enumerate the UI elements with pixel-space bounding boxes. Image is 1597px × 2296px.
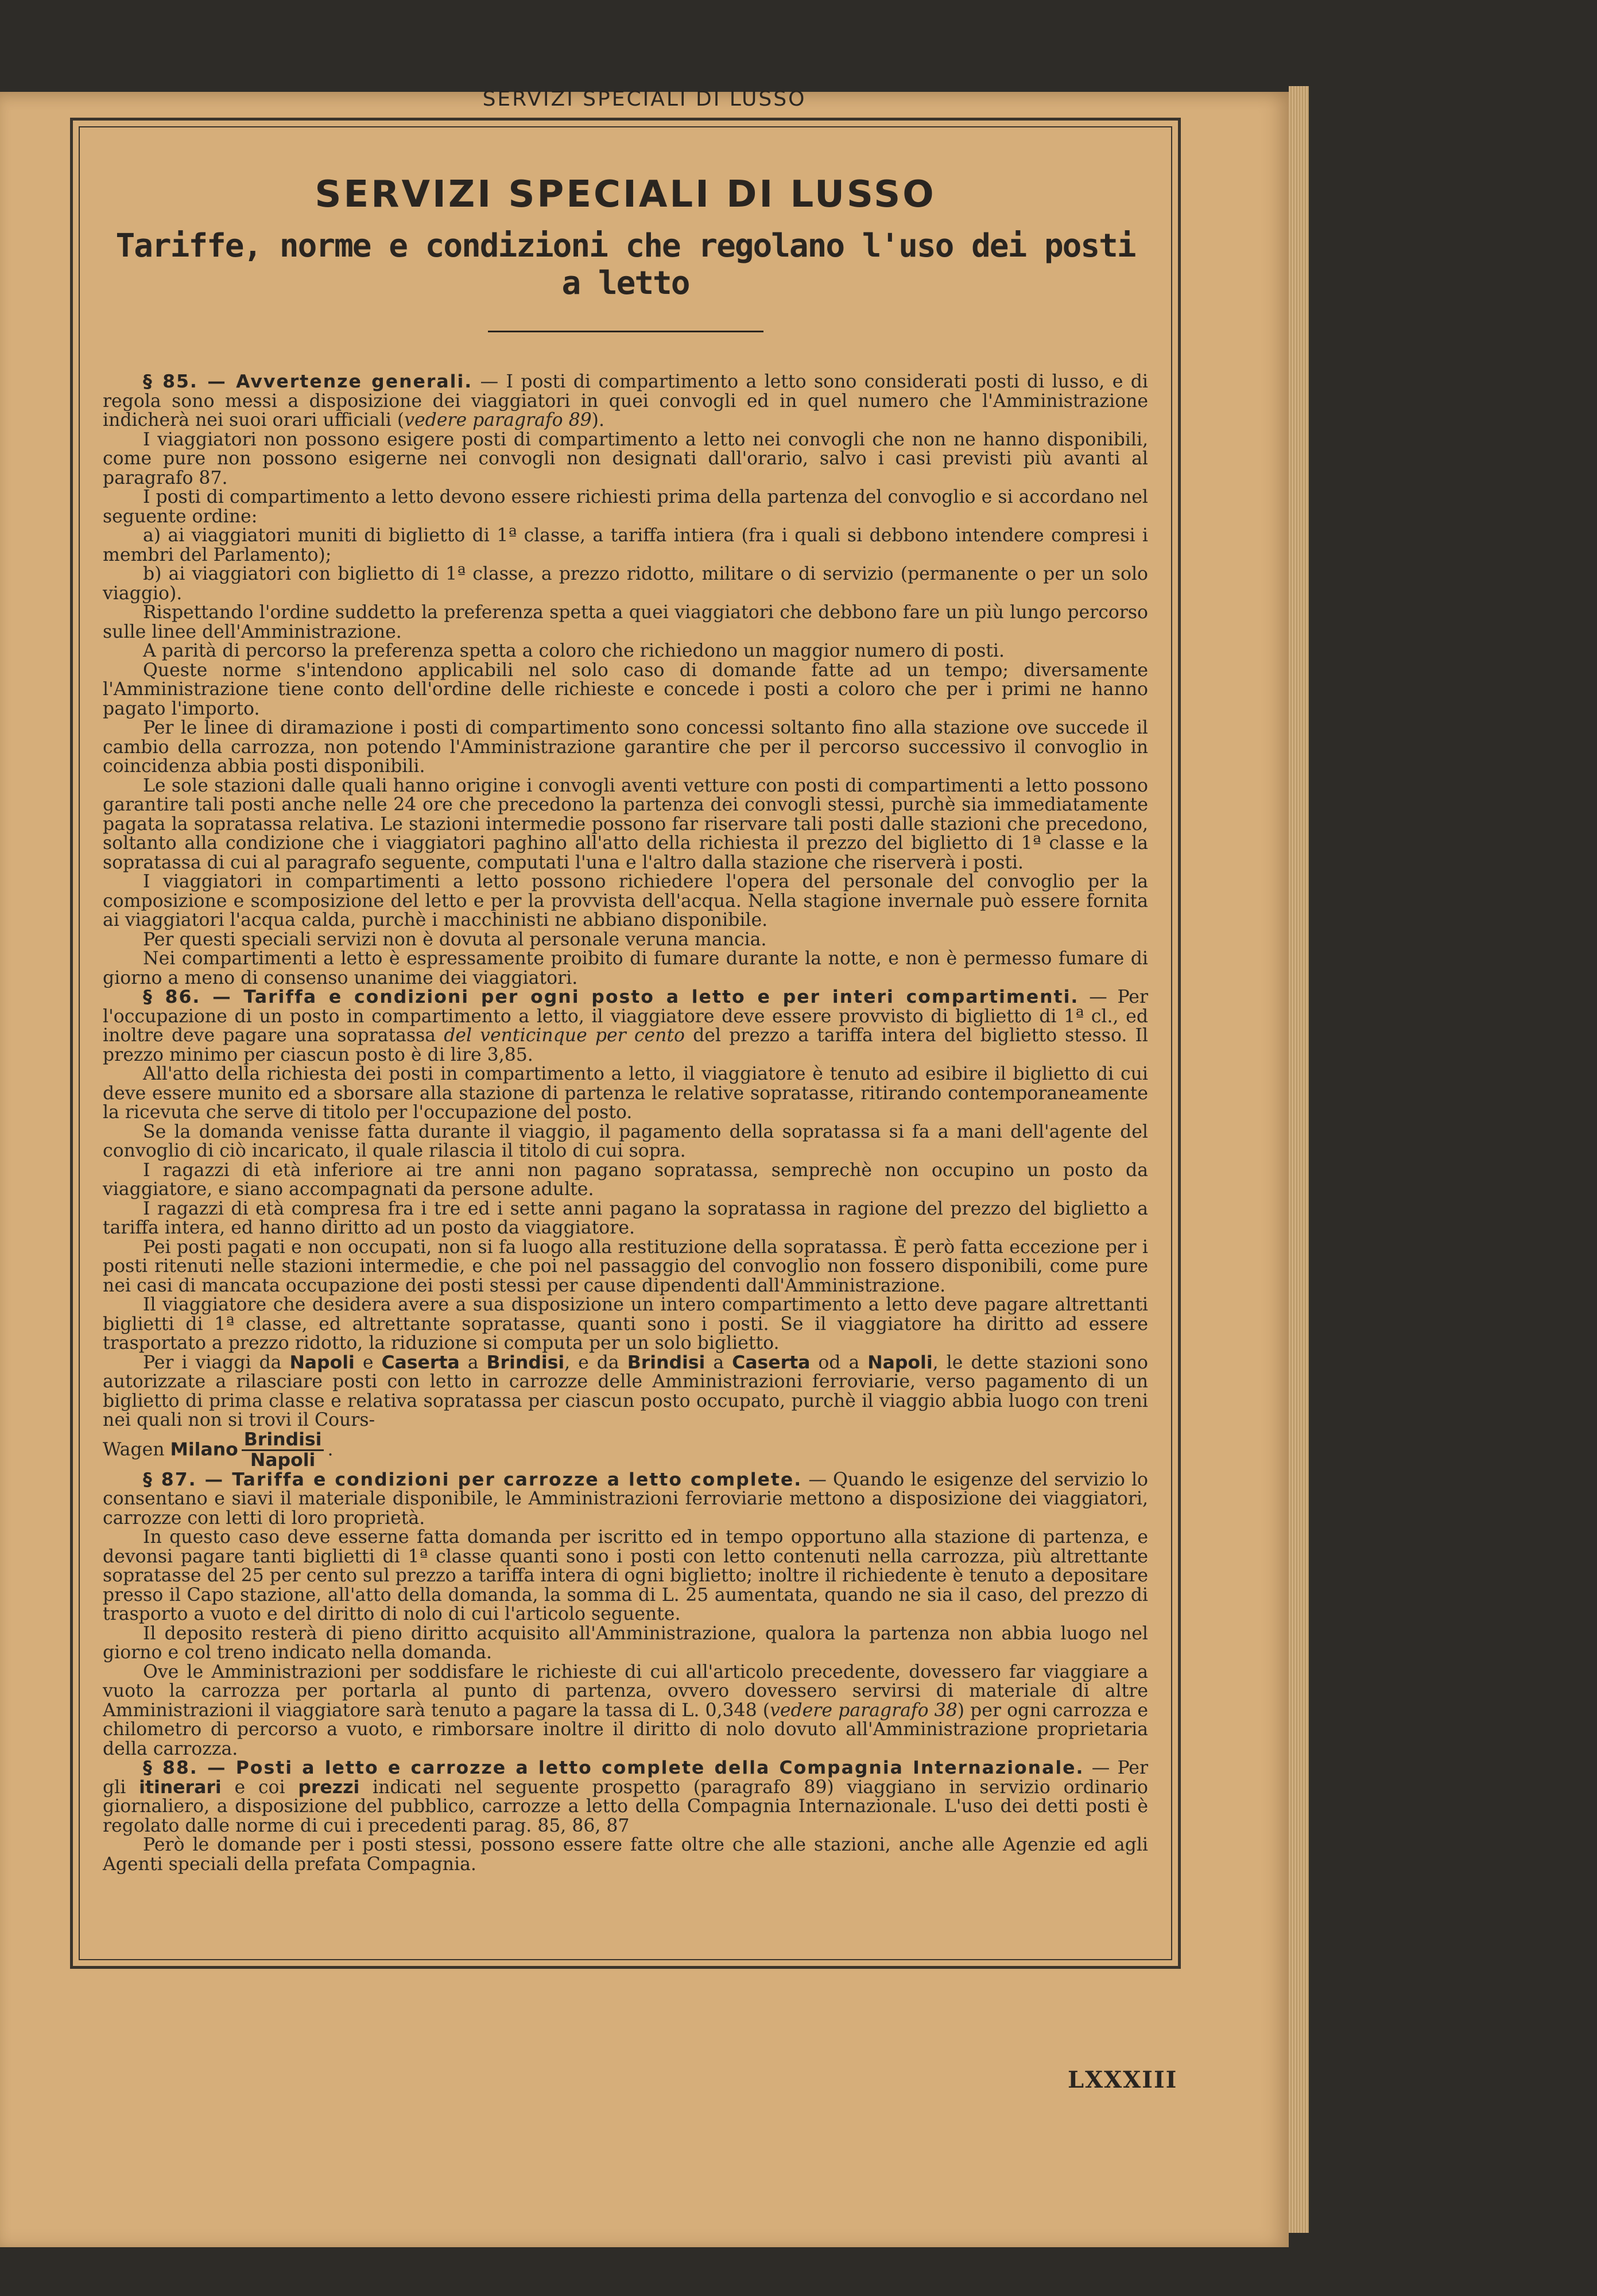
term-itinerari: itinerari [139,1777,222,1798]
fraction-denominator: Napoli [250,1450,316,1471]
s88-heading: § 88. — Posti a letto e carrozze a letto complete della Compagnia Internazionale. [143,1758,1084,1778]
s87-paragraph [103,1663,1148,1759]
s85-italic: vedere paragrafo 89 [404,410,592,430]
s86-paragraph: I ragazzi di età inferiore ai tre anni non pagano sopratassa, semprechè non occupino un posto da viaggiatore, e siano accompagnati da persone adulte. [103,1159,1148,1200]
s85-paragraph: Nei compartimenti a letto è espressamente proibito di fumare durante la notte, e non è permesso fumare di giorno a meno di consenso unanime dei viaggiatori. [103,948,1148,988]
page-title: SERVIZI SPECIALI DI LUSSO [315,173,936,216]
text: a [459,1352,487,1373]
text: Ove le Amministrazioni per soddisfare le richieste di cui all'articolo precedente, dovessero far viaggiare a vuoto la carrozza per portarla al punto di partenza, ovvero dovessero servirsi di materiale di altre Amministrazioni il viaggiatore sarà tenuto a pagare la tassa di L. 0,348 ( [103,1661,1148,1721]
s86-text-end: del prezzo a tariffa intera del biglietto stesso. Il prezzo minimo per ciascun posto è di lire 3,85. [103,1025,1149,1065]
s86-paragraph: Pei posti pagati e non occupati, non si fa luogo alla restituzione della sopratassa. È però fatta eccezione per i posti ritenuti nelle stazioni intermedie, e che poi nel passaggio del convoglio non fossero disponibili, come pure nei casi di mancata occupazione dei posti stessi per cause dipendenti dall'Amministrazione. [103,1236,1148,1296]
s87-intro [103,1471,1148,1529]
s85-paragraph: b) ai viaggiatori con biglietto di 1ª classe, a prezzo ridotto, militare o di servizio (permanente o per un solo viaggio). [103,564,1148,604]
text: . [327,1439,334,1460]
text: — Per gli [103,1758,1148,1798]
s87-text: — Quando le esigenze del servizio lo consentano e siavi il materiale disponibile, le Amministrazioni ferroviarie mettono a disposizione dei viaggiatori, carrozze con letti di loro proprietà. [103,1469,1148,1529]
s88-intro [103,1759,1148,1836]
s87-heading: § 87. — Tariffa e condizioni per carrozze a letto complete. [143,1469,803,1490]
text: e coi [221,1777,299,1798]
text: ) per ogni carrozza e chilometro di percorso a vuoto, e rimborsare inoltre il diritto di nolo dovuto all'Amministrazione proprietaria della carrozza. [103,1700,1149,1759]
s85-paragraph: Per le linee di diramazione i posti di compartimento sono concessi soltanto fino alla stazione ove succede il cambio della carrozza, non potendo l'Amministrazione garantire che per il percorso successivo il convoglio in coincidenza abbia posti disponibili. [103,718,1148,777]
content-frame-inner [79,126,1172,1960]
s86-heading: § 86. — Tariffa e condizioni per ogni posto a letto e per interi compartimenti. [143,987,1079,1007]
s86-intro [103,988,1148,1065]
s85-paragraph: I viaggiatori non possono esigere posti di compartimento a letto nei convogli che non ne hanno disponibili, come pure non possono esigerne nei convogli non designati dall'orario, salvo i casi previsti più avanti al paragrafo 87. [103,429,1148,488]
place-milano: Milano [170,1439,238,1460]
place-brindisi: Brindisi [627,1352,706,1373]
text: a [705,1352,732,1373]
s86-paragraph-routes [103,1353,1148,1430]
s87-italic: vedere paragrafo 38 [770,1700,958,1721]
s86-italic: del venticinque per cento [444,1025,685,1046]
s87-paragraph: In questo caso deve esserne fatta domanda per iscritto ed in tempo opportuno alla stazione di partenza, e devonsi pagare tanti biglietti di 1ª classe quanti sono i posti con letto contenuti nella carrozza, più altrettante sopratasse del 25 per cento sul prezzo a tariffa intera di ogni biglietto; inoltre il richiedente è tenuto a depositare presso il Capo stazione, all'atto della domanda, la somma di L. 25 aumentata, quando ne sia il caso, del prezzo di trasporto a vuoto e del diritto di nolo di cui l'articolo seguente. [103,1527,1148,1624]
s86-paragraph: All'atto della richiesta dei posti in compartimento a letto, il viaggiatore è tenuto ad esibire il biglietto di cui deve essere munito ed a sborsare alla stazione di partenza le relative sopratasse, ritirando contemporaneamente la ricevuta che serve di titolo per l'occupazione del posto. [103,1064,1148,1123]
s85-paragraph: A parità di percorso la preferenza spetta a coloro che richiedono un maggior numero di posti. [143,641,1005,661]
content-frame [70,118,1181,1969]
place-brindisi: Brindisi [486,1352,565,1373]
text: Wagen [103,1439,170,1460]
s88-paragraph: Però le domande per i posti stessi, possono essere fatte oltre che alle stazioni, anche alle Agenzie ed agli Agenti speciali della prefata Compagnia. [103,1835,1148,1875]
term-prezzi: prezzi [298,1777,360,1798]
s85-paragraph: Le sole stazioni dalle quali hanno origine i convogli aventi vetture con posti di compartimenti a letto possono garantire tali posti anche nelle 24 ore che precedono la partenza dei convogli stessi, purchè sia immediatamente pagata la sopratassa relativa. Le stazioni intermedie possono far riservare tali posti dalle stazioni che precedono, soltanto alla condizione che i viaggiatori paghino all'atto della richiesta il prezzo del biglietto di 1ª classe e la sopratassa di cui al paragrafo seguente, computati l'una e l'altro dalla stazione che riserverà i posti. [103,775,1148,873]
text: od a [810,1352,868,1373]
s86-text: — Per l'occupazione di un posto in compartimento a letto, il viaggiatore deve essere provvisto di biglietto di 1ª cl., ed inoltre deve pagare una sopratassa [103,987,1149,1046]
place-caserta: Caserta [381,1352,460,1373]
s85-text: — I posti di compartimento a letto sono considerati posti di lusso, e di regola sono messi a disposizione dei viaggiatori in quei convogli ed in quel numero che l'Amministrazione indicherà nei suoi orari ufficiali ( [103,371,1149,430]
cours-wagen-line [103,1430,1148,1471]
s86-paragraph: Il viaggiatore che desidera avere a sua disposizione un intero compartimento a letto deve pagare altrettanti biglietti di 1ª classe, ed altrettante sopratasse, quanti sono i posti. Se il viaggiatore ha diritto ad essere trasportato a prezzo ridotto, la riduzione si computa per un solo biglietto. [103,1294,1148,1353]
route-fraction [242,1430,324,1471]
fraction-numerator: Brindisi [242,1430,324,1452]
text: indicati nel seguente prospetto (paragrafo 89) viaggiano in servizio ordinario giornaliero, a disposizione del pubblico, carrozze a letto della Compagnia Internazionale. L'uso dei detti posti è regolato dalle norme di cui i precedenti parag. 85, 86, 87 [103,1777,1148,1836]
title-rule [488,331,763,332]
text: , e da [564,1352,627,1373]
s85-paragraph: I posti di compartimento a letto devono essere richiesti prima della partenza del convoglio e si accordano nel seguente ordine: [103,487,1148,527]
text: Per i viaggi da [143,1352,290,1373]
running-header: SERVIZI SPECIALI DI LUSSO [482,87,807,111]
s85-paragraph: Rispettando l'ordine suddetto la preferenza spetta a quei viaggiatori che debbono fare un più lungo percorso sulle linee dell'Amministrazione. [103,602,1148,642]
text: e [354,1352,382,1373]
s85-paragraph: Per questi speciali servizi non è dovuta al personale veruna mancia. [143,929,767,950]
s87-paragraph: Il deposito resterà di pieno diritto acquisito all'Amministrazione, qualora la partenza non abbia luogo nel giorno e col treno indicato nella domanda. [103,1623,1148,1663]
s85-paragraph: Queste norme s'intendono applicabili nel solo caso di domande fatte ad un tempo; diversamente l'Amministrazione tiene conto dell'ordine delle richieste e concede i posti a coloro che per i primi ne hanno pagato l'importo. [103,660,1148,719]
s85-paragraph: I viaggiatori in compartimenti a letto possono richiedere l'opera del personale del convoglio per la composizione e scomposizione del letto e per la provvista dell'acqua. Nella stagione invernale può essere fornita ai viaggiatori l'acqua calda, purchè i macchinisti ne abbiano disponibile. [103,871,1148,930]
place-caserta: Caserta [732,1352,811,1373]
body-text [103,373,1148,1874]
s85-text-end: ). [591,410,604,430]
page-edge [1289,86,1309,2233]
place-napoli: Napoli [867,1352,933,1373]
s86-paragraph: Se la domanda venisse fatta durante il viaggio, il pagamento della sopratassa si fa a mani dell'agente del convoglio di ciò incaricato, il quale rilascia il titolo di cui sopra. [103,1121,1148,1161]
s85-paragraph: a) ai viaggiatori muniti di biglietto di 1ª classe, a tariffa intiera (fra i quali si debbono intendere compresi i membri del Parlamento); [103,525,1148,565]
page-subtitle: Tariffe, norme e condizioni che regolano l'uso dei posti a letto [115,227,1135,302]
s85-heading: § 85. — Avvertenze generali. [143,371,473,392]
text: , le dette stazioni sono autorizzate a rilasciare posti con letto in carrozze delle Amministrazioni ferroviarie, verso pagamento di un biglietto di prima classe e relativa sopratassa per ciascun posto occupato, purchè il viaggio abbia luogo con treni nei quali non si trovi il Cours- [103,1352,1149,1430]
page-number: LXXXIII [1068,2066,1178,2093]
s85-intro [103,373,1148,430]
s86-paragraph: I ragazzi di età compresa fra i tre ed i sette anni pagano la sopratassa in ragione del prezzo del biglietto a tariffa intera, ed hanno diritto ad un posto da viaggiatore. [103,1198,1148,1238]
place-napoli: Napoli [289,1352,355,1373]
